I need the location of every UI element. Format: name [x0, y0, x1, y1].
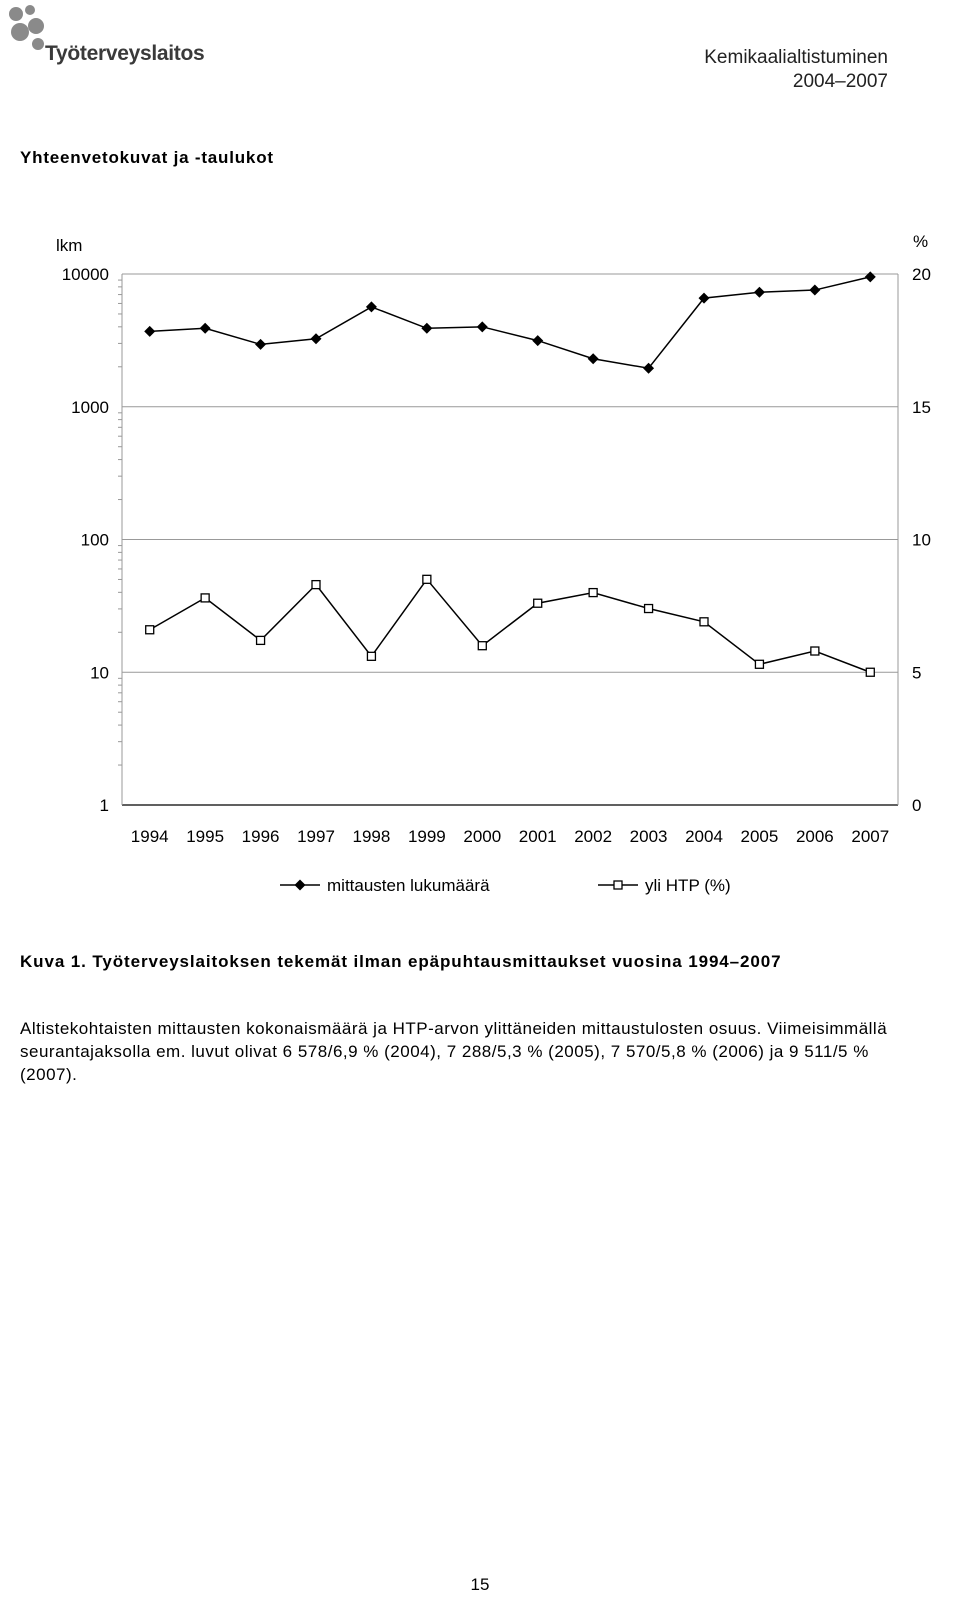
y-left-tick-label: 10: [90, 663, 109, 683]
data-point-percent: [367, 652, 375, 660]
x-tick-label: 1995: [186, 827, 225, 846]
x-tick-label: 2004: [685, 827, 723, 846]
y-right-axis-label: %: [913, 232, 929, 251]
legend-label: yli HTP (%): [645, 876, 731, 895]
line-chart: [0, 225, 960, 915]
data-point-percent: [589, 589, 597, 597]
data-point-count: [865, 271, 876, 282]
data-point-count: [255, 339, 266, 350]
y-right-tick-label: 0: [912, 796, 922, 815]
data-point-percent: [534, 599, 542, 607]
x-tick-label: 1996: [241, 827, 280, 846]
data-point-percent: [478, 642, 486, 650]
legend-marker: [614, 881, 622, 889]
data-point-percent: [257, 636, 265, 644]
x-tick-label: 2006: [795, 827, 834, 846]
data-point-count: [477, 321, 488, 332]
x-tick-label: 2000: [463, 827, 502, 846]
figure-caption-body: Altistekohtaisten mittausten kokonaismäärä ja HTP-arvon ylittäneiden mittaustulosten osuus. Viimeisimmällä seurantajaksolla em. luvut olivat 6 578/6,9 % (2004), 7 288/5,3 % (2005), 7 570/5,8 % (2006) ja 9 511/5 % (2007).: [20, 1019, 888, 1084]
x-tick-label: 1998: [352, 827, 391, 846]
data-point-count: [421, 323, 432, 334]
data-point-percent: [700, 618, 708, 626]
data-point-percent: [866, 668, 874, 676]
figure-caption-title: Kuva 1. Työterveyslaitoksen tekemät ilman epäpuhtausmittaukset vuosina 1994–2007: [20, 952, 782, 971]
x-tick-label: 1994: [130, 827, 169, 846]
y-left-axis-label: lkm: [56, 236, 83, 255]
data-point-count: [200, 323, 211, 334]
data-point-percent: [146, 626, 154, 634]
document-title: Kemikaalialtistuminen: [704, 47, 888, 68]
data-point-count: [754, 287, 765, 298]
y-left-tick-label: 1000: [71, 397, 109, 417]
data-point-percent: [201, 594, 209, 602]
data-point-count: [532, 335, 543, 346]
series-line: [150, 579, 871, 672]
y-left-tick-label: 10000: [61, 265, 109, 284]
data-point-percent: [312, 581, 320, 589]
y-right-tick-label: 10: [912, 530, 931, 550]
x-tick-label: 1999: [407, 827, 446, 846]
page-number: 15: [470, 1575, 490, 1594]
data-point-percent: [423, 575, 431, 583]
document-years: 2004–2007: [792, 71, 888, 92]
y-right-tick-label: 15: [912, 397, 931, 417]
y-left-tick-label: 100: [80, 530, 109, 550]
data-point-percent: [811, 647, 819, 655]
x-tick-label: 2002: [574, 827, 613, 846]
x-tick-label: 2005: [740, 827, 779, 846]
logo-text: Työterveyslaitos: [45, 42, 205, 65]
y-right-tick-label: 20: [912, 265, 931, 284]
data-point-count: [809, 285, 820, 296]
legend-label: mittausten lukumäärä: [327, 876, 490, 895]
section-title: Yhteenvetokuvat ja -taulukot: [20, 148, 274, 167]
x-tick-label: 2007: [851, 827, 890, 846]
x-tick-label: 1997: [297, 827, 335, 846]
data-point-percent: [755, 660, 763, 668]
data-point-count: [366, 301, 377, 312]
x-tick-label: 2001: [518, 827, 557, 846]
y-left-tick-label: 1: [99, 796, 109, 815]
document-header: [704, 46, 888, 94]
data-point-count: [144, 326, 155, 337]
legend-marker: [295, 880, 306, 891]
x-tick-label: 2003: [629, 827, 668, 846]
data-point-count: [311, 333, 322, 344]
y-right-tick-label: 5: [912, 663, 922, 683]
data-point-percent: [645, 605, 653, 613]
data-point-count: [588, 353, 599, 364]
